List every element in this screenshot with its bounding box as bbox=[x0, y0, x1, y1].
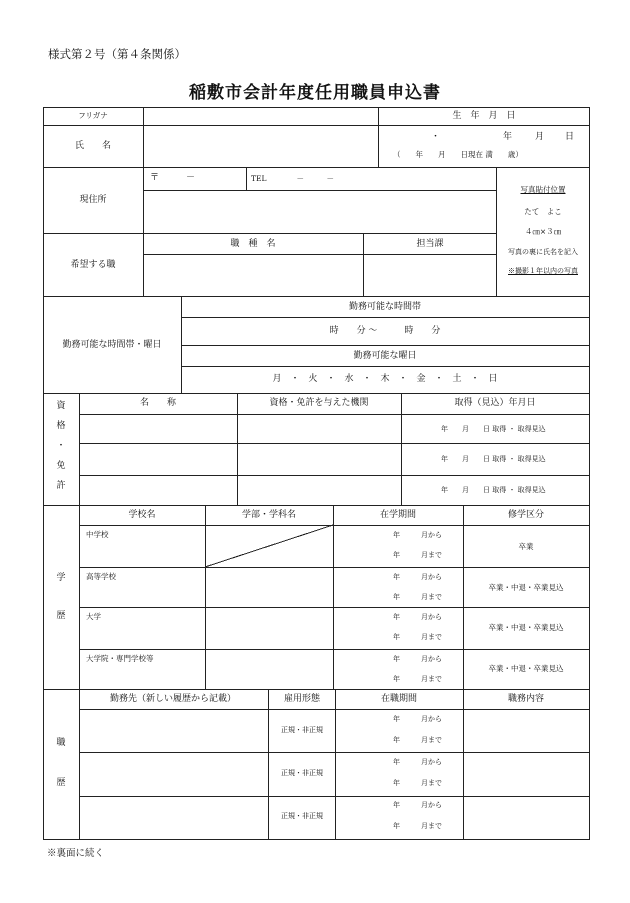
address-input[interactable] bbox=[144, 191, 496, 233]
education-category[interactable]: 卒業・中退・卒業見込 bbox=[488, 623, 564, 632]
birthdate-separator: ・ bbox=[431, 132, 441, 142]
education-category[interactable]: 卒業・中退・卒業見込 bbox=[488, 583, 564, 592]
qualification-date-row[interactable]: 年 月 日 取得 ・ 取得見込 bbox=[441, 455, 546, 463]
job-type-input[interactable] bbox=[144, 255, 363, 296]
education-school: 大学院・専門学校等 bbox=[86, 654, 154, 663]
photo-size-label: たて よこ bbox=[524, 207, 562, 216]
education-period-header: 在学期間 bbox=[379, 510, 417, 520]
education-period-from: 年 月から bbox=[393, 655, 442, 663]
birth-month-unit: 月 bbox=[535, 132, 545, 142]
work-employer-header: 勤務先（新しい履歴から記載） bbox=[109, 694, 237, 704]
photo-title: 写真貼付位置 bbox=[520, 185, 566, 194]
education-period-from: 年 月から bbox=[393, 531, 442, 539]
qualification-side-char: 免 bbox=[56, 461, 66, 471]
time-value[interactable]: 時 分 ～ 時 分 bbox=[329, 326, 441, 336]
name-label: 氏 名 bbox=[74, 141, 112, 151]
education-period-to: 年 月まで bbox=[393, 551, 442, 559]
education-period-from: 年 月から bbox=[393, 573, 442, 581]
work-side-char: 職 bbox=[56, 738, 66, 748]
furigana-input[interactable] bbox=[144, 108, 378, 125]
day-header: 勤務可能な曜日 bbox=[353, 351, 417, 361]
address-label: 現住所 bbox=[79, 195, 107, 205]
name-input[interactable] bbox=[144, 126, 378, 167]
work-period-header: 在職期間 bbox=[380, 694, 418, 704]
photo-back-note: 写真の裏に氏名を記入 bbox=[508, 248, 578, 256]
qualification-date-header: 取得（見込）年月日 bbox=[454, 398, 536, 408]
work-employment-type[interactable]: 正規・非正規 bbox=[281, 726, 323, 734]
department-input[interactable] bbox=[364, 255, 496, 296]
education-side-char: 学 bbox=[56, 573, 66, 583]
work-period-from: 年 月から bbox=[393, 715, 442, 723]
work-period-from: 年 月から bbox=[393, 801, 442, 809]
department-header: 担当課 bbox=[416, 239, 444, 249]
work-employment-type[interactable]: 正規・非正規 bbox=[281, 812, 323, 820]
education-period-to: 年 月まで bbox=[393, 593, 442, 601]
education-period-to: 年 月まで bbox=[393, 633, 442, 641]
education-school-header: 学校名 bbox=[128, 510, 156, 520]
education-school: 高等学校 bbox=[86, 572, 116, 581]
education-category-header: 修学区分 bbox=[507, 510, 545, 520]
qualification-side-char: 許 bbox=[56, 481, 66, 491]
application-form bbox=[43, 107, 590, 840]
age-line: （ 年 月 日現在 満 歳） bbox=[393, 150, 523, 159]
postal-mark: 〒 － bbox=[150, 173, 196, 183]
page-title: 稲敷市会計年度任用職員申込書 bbox=[189, 83, 441, 103]
photo-size-value: ４㎝×３㎝ bbox=[524, 227, 562, 236]
days-value[interactable]: 月 ・ 火 ・ 水 ・ 木 ・ 金 ・ 土 ・ 日 bbox=[272, 374, 498, 384]
education-faculty-header: 学部・学科名 bbox=[241, 510, 297, 520]
availability-label: 勤務可能な時間帯・曜日 bbox=[62, 340, 162, 350]
qualification-issuer-header: 資格・免許を与えた機関 bbox=[269, 398, 369, 408]
education-category[interactable]: 卒業・中退・卒業見込 bbox=[488, 664, 564, 673]
desired-job-label: 希望する職 bbox=[70, 260, 116, 270]
work-period-from: 年 月から bbox=[393, 758, 442, 766]
tel-label: TEL － － bbox=[251, 174, 334, 183]
education-period-to: 年 月まで bbox=[393, 675, 442, 683]
birth-day-unit: 日 bbox=[565, 132, 575, 142]
work-period-to: 年 月まで bbox=[393, 822, 442, 830]
birth-year-unit: 年 bbox=[503, 132, 513, 142]
job-type-header: 職 種 名 bbox=[230, 239, 276, 249]
qualification-side-char: 資 bbox=[56, 401, 66, 411]
education-school: 中学校 bbox=[86, 530, 109, 539]
education-school: 大学 bbox=[86, 612, 101, 621]
form-number: 様式第２号（第４条関係） bbox=[48, 47, 186, 61]
continued-note: ※裏面に続く bbox=[47, 848, 105, 859]
work-employment-type-header: 雇用形態 bbox=[283, 694, 321, 704]
work-period-to: 年 月まで bbox=[393, 736, 442, 744]
time-header: 勤務可能な時間帯 bbox=[348, 302, 422, 312]
work-side-char: 歴 bbox=[56, 778, 66, 788]
work-employment-type[interactable]: 正規・非正規 bbox=[281, 769, 323, 777]
photo-recent-note: ※撮影１年以内の写真 bbox=[508, 267, 578, 275]
education-category[interactable]: 卒業 bbox=[518, 542, 534, 551]
qualification-date-row[interactable]: 年 月 日 取得 ・ 取得見込 bbox=[441, 425, 546, 433]
furigana-label: フリガナ bbox=[78, 111, 108, 120]
education-side-char: 歴 bbox=[56, 611, 66, 621]
qualification-name-header: 名 称 bbox=[139, 398, 177, 408]
work-duties-header: 職務内容 bbox=[507, 694, 545, 704]
birthdate-label: 生 年 月 日 bbox=[452, 111, 516, 121]
qualification-side-char: ・ bbox=[56, 441, 66, 451]
qualification-side-char: 格 bbox=[56, 421, 66, 431]
work-period-to: 年 月まで bbox=[393, 779, 442, 787]
qualification-date-row[interactable]: 年 月 日 取得 ・ 取得見込 bbox=[441, 486, 546, 494]
education-period-from: 年 月から bbox=[393, 613, 442, 621]
